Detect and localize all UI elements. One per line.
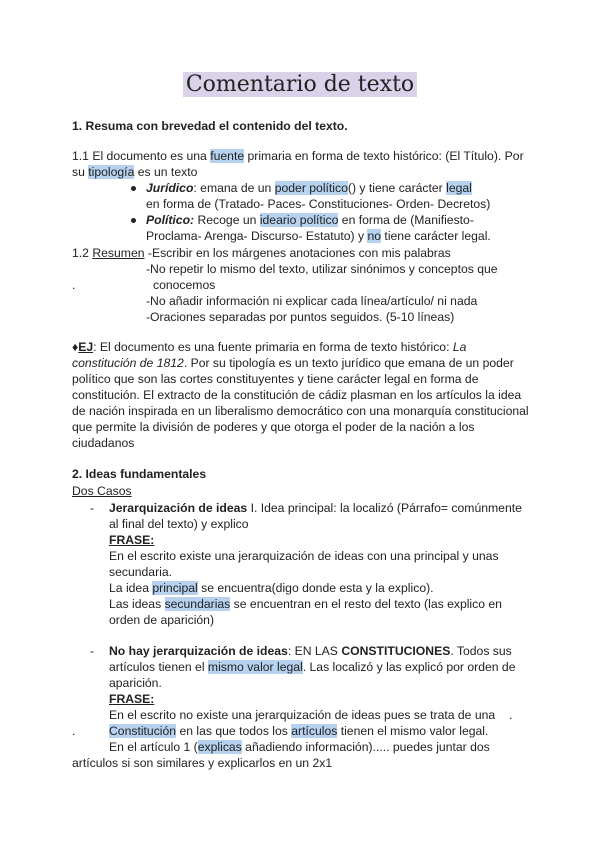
text-run: es un texto bbox=[134, 165, 198, 179]
text-run: 1.2 bbox=[72, 246, 93, 260]
text-run: En el artículo 1 ( bbox=[109, 740, 198, 754]
case2-line1 bbox=[109, 643, 512, 659]
text-run: : EN LAS bbox=[287, 644, 342, 658]
case1-label: Jerarquización de ideas bbox=[109, 501, 248, 515]
section1-p1-line2 bbox=[72, 164, 197, 180]
example-line1 bbox=[72, 339, 466, 355]
text-run: Las ideas bbox=[109, 597, 165, 611]
case2-text bbox=[109, 739, 490, 755]
highlight-mismo-valor-legal: mismo valor legal bbox=[207, 660, 303, 674]
case2-text: En el escrito no existe una jerarquización de ideas pues se trata de una bbox=[109, 708, 496, 722]
dash-icon: - bbox=[90, 501, 95, 515]
text-run: tienen el mismo valor legal. bbox=[337, 724, 489, 738]
resumen-label: Resumen bbox=[92, 246, 145, 260]
highlight-legal: legal bbox=[446, 181, 472, 195]
text-run: se encuentran en el resto del texto (las explico en bbox=[230, 597, 502, 611]
text-run: añadiendo información)..... puedes juntar dos bbox=[241, 740, 490, 754]
text-run: Proclama- Arenga- Discurso- Estatuto) y bbox=[146, 229, 368, 243]
title-text: Comentario de texto bbox=[183, 72, 417, 97]
text-run: La bbox=[452, 340, 467, 354]
text-run: CONSTITUCIONES bbox=[341, 644, 451, 658]
section2-subheading: Dos Casos bbox=[72, 484, 132, 498]
resumen-item: conocemos bbox=[153, 278, 216, 292]
case1-text: orden de aparición) bbox=[109, 613, 215, 627]
text-run: en las que todos los bbox=[176, 724, 292, 738]
example-line: ciudadanos bbox=[72, 436, 135, 450]
highlight-no: no bbox=[367, 229, 382, 243]
bullet-icon bbox=[131, 186, 136, 191]
example-line: constitución. El extracto de la constitución de cádiz plasman en los artículos la idea bbox=[72, 388, 522, 402]
case2-line2 bbox=[109, 659, 515, 675]
resumen-item: -No repetir lo mismo del texto, utilizar sinónimos y conceptos que bbox=[146, 262, 498, 276]
highlight-principal: principal bbox=[152, 581, 198, 595]
example-line: político que son las cortes constituyentes y tiene carácter legal en forma de bbox=[72, 372, 479, 386]
example-line: de nación inspirada en un liberalismo democrático con una monarquía constitucional bbox=[72, 404, 529, 418]
bullet-icon bbox=[131, 218, 136, 223]
page-title bbox=[0, 70, 600, 100]
text-run: 1.1 El documento es una bbox=[72, 149, 211, 163]
highlight-articulos: artículos bbox=[291, 724, 338, 738]
resumen-item: -No añadir información ni explicar cada línea/artículo/ ni nada bbox=[146, 294, 478, 308]
bullet-politico bbox=[146, 212, 474, 228]
example-line: que permite la división de poderes y que otorga el poder de la nación a los bbox=[72, 420, 475, 434]
highlight-constitucion: Constitución bbox=[109, 724, 177, 738]
case2-label: No hay jerarquización de ideas bbox=[109, 644, 288, 658]
case2-text: artículos si son similares y explicarlos en un 2x1 bbox=[72, 756, 333, 770]
dash-icon: - bbox=[90, 644, 95, 658]
section1-p1-line1 bbox=[72, 148, 524, 164]
bullet-juridico bbox=[146, 180, 472, 196]
section2-heading: 2. Ideas fundamentales bbox=[72, 467, 207, 481]
text-run: La idea bbox=[109, 581, 153, 595]
text-run: : El documento es una fuente primaria en forma de texto histórico: bbox=[93, 340, 453, 354]
case1-text bbox=[109, 596, 502, 612]
stray-dot: . bbox=[72, 724, 76, 738]
text-run: tiene carácter legal. bbox=[381, 229, 491, 243]
highlight-ideario-politico: ideario político bbox=[259, 213, 339, 227]
text-run: artículos tienen el bbox=[109, 660, 208, 674]
text-run: . Todos sus bbox=[450, 644, 512, 658]
highlight-tipologia: tipología bbox=[88, 165, 135, 179]
example-label: EJ bbox=[78, 340, 94, 354]
case1-text bbox=[109, 580, 434, 596]
case1-text: En el escrito existe una jerarquización de ideas con una principal y unas bbox=[109, 549, 499, 563]
case1-line1 bbox=[109, 500, 522, 516]
highlight-explicas: explicas bbox=[197, 740, 242, 754]
text-run: . Por su tipología es un texto jurídico que emana de un poder bbox=[183, 356, 514, 370]
case2-line3: aparición. bbox=[109, 676, 162, 690]
text-run: primaria en forma de texto histórico: (El Título). Por bbox=[244, 149, 524, 163]
case2-text bbox=[109, 723, 488, 739]
text-run: se encuentra(digo donde esta y la explico). bbox=[197, 581, 434, 595]
bullet-label: Político: bbox=[146, 213, 195, 227]
text-run: constitución de 1812 bbox=[72, 356, 184, 370]
case2-frase: FRASE: bbox=[109, 692, 155, 706]
case1-line2: al final del texto) y explico bbox=[109, 517, 249, 531]
stray-dot: . bbox=[509, 708, 513, 722]
stray-dot: . bbox=[72, 278, 76, 292]
text-run: I. Idea principal: la localizó (Párrafo= comúnmente bbox=[247, 501, 522, 515]
highlight-poder-politico: poder político bbox=[274, 181, 348, 195]
bullet-juridico-cont: en forma de (Tratado- Paces- Constituciones- Orden- Decretos) bbox=[146, 197, 491, 211]
section1-p2-line1 bbox=[72, 245, 451, 261]
text-run: () y tiene carácter bbox=[347, 181, 447, 195]
bullet-politico-cont bbox=[146, 228, 491, 244]
resumen-item: -Oraciones separadas por puntos seguidos. (5-10 líneas) bbox=[146, 310, 455, 324]
highlight-fuente: fuente bbox=[210, 149, 245, 163]
diamond-icon: ♦ bbox=[72, 340, 79, 354]
text-run: -Escribir en los márgenes anotaciones con mis palabras bbox=[144, 246, 451, 260]
text-run: en forma de (Manifiesto- bbox=[338, 213, 474, 227]
case1-text: secundaria. bbox=[109, 565, 173, 579]
highlight-secundarias: secundarias bbox=[164, 597, 231, 611]
section1-heading: 1. Resuma con brevedad el contenido del texto. bbox=[72, 119, 348, 133]
example-line2 bbox=[72, 355, 514, 371]
case1-frase: FRASE: bbox=[109, 533, 155, 547]
text-run: su bbox=[72, 165, 89, 179]
bullet-label: Jurídico bbox=[146, 181, 194, 195]
text-run: : emana de un bbox=[193, 181, 275, 195]
text-run: Recoge un bbox=[194, 213, 260, 227]
text-run: . Las localizó y las explicó por orden de bbox=[302, 660, 516, 674]
